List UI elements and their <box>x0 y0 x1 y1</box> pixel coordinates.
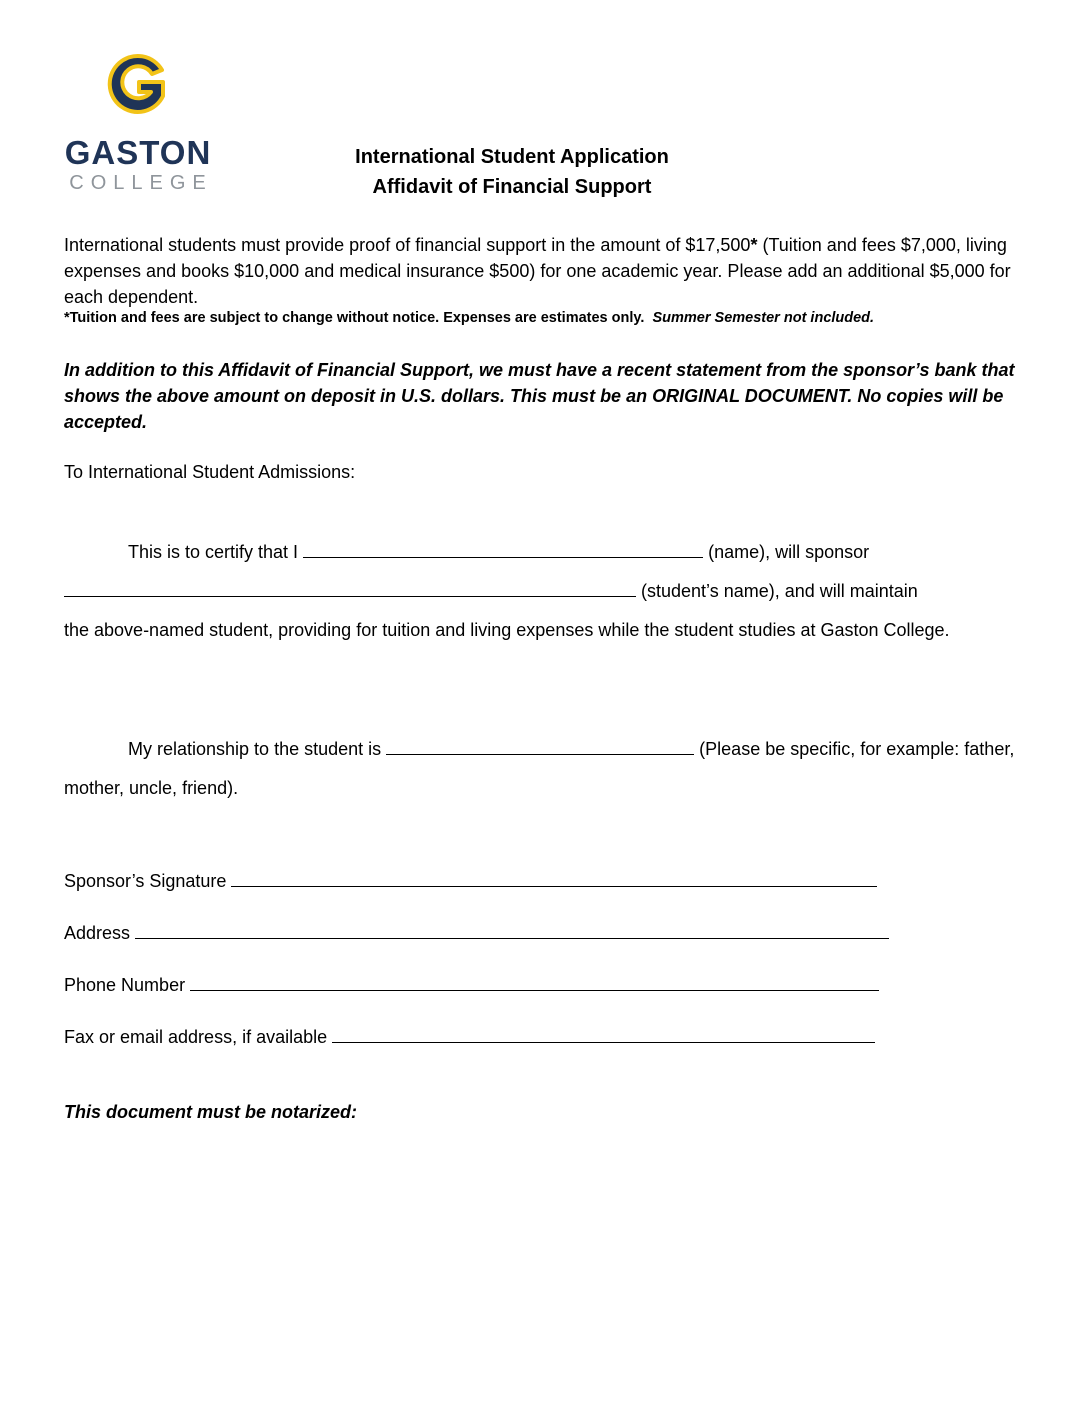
certify-text-d: the above-named student, providing for tuition and living expenses while the student studies at Gaston College. <box>64 620 950 640</box>
address-line[interactable] <box>135 920 889 939</box>
title-line-1: International Student Application <box>355 146 669 168</box>
title-line-2: Affidavit of Financial Support <box>372 176 652 198</box>
certify-text-b: (name), will sponsor <box>708 542 870 562</box>
student-name-blank[interactable] <box>64 580 636 597</box>
logo-wordmark-college: COLLEGE <box>69 172 213 194</box>
document-title <box>260 142 764 202</box>
note-text: *Tuition and fees are subject to change without notice. Expenses are estimates only. <box>64 310 645 326</box>
intro-text-a: International students must provide proof of financial support in the amount of $17,500 <box>64 235 751 255</box>
intro-text-b: (Tuition and fees $7,000, living expenses and books $10,000 and medical insurance $500) for one academic year. Please add an additional $5,000 for each dependent. <box>64 235 1011 307</box>
certify-paragraph <box>64 533 1024 650</box>
signature-label: Sponsor’s Signature <box>64 871 227 891</box>
phone-label: Phone Number <box>64 975 186 995</box>
fax-email-field <box>64 1024 875 1050</box>
relationship-text-b: (Please be specific, for example: father, mother, uncle, friend). <box>64 739 1015 798</box>
salutation: To International Student Admissions: <box>64 462 356 482</box>
note-italic: Summer Semester not included. <box>652 310 875 326</box>
certify-text-c: (student’s name), and will maintain <box>641 581 918 601</box>
phone-field <box>64 972 879 998</box>
relationship-blank[interactable] <box>386 738 694 755</box>
bank-statement-warning: In addition to this Affidavit of Financial Support, we must have a recent statement from the sponsor’s bank that shows the above amount on deposit in U.S. dollars. This must be an ORIGINAL DOCUMENT. No copies will be accepted. <box>64 360 1015 432</box>
notarize-notice: This document must be notarized: <box>64 1102 358 1122</box>
g-letter-icon <box>106 52 168 118</box>
intro-asterisk: * <box>750 235 758 255</box>
phone-line[interactable] <box>190 972 879 991</box>
relationship-paragraph <box>64 730 1024 808</box>
sponsor-name-blank[interactable] <box>303 541 703 558</box>
intro-paragraph <box>64 232 1024 310</box>
relationship-text-a: My relationship to the student is <box>128 739 382 759</box>
signature-field <box>64 868 877 894</box>
certify-text-a: This is to certify that I <box>128 542 299 562</box>
fax-email-label: Fax or email address, if available <box>64 1027 328 1047</box>
tuition-note <box>64 310 1024 326</box>
gaston-college-logo <box>60 52 220 197</box>
address-field <box>64 920 889 946</box>
signature-line[interactable] <box>231 868 877 887</box>
address-label: Address <box>64 923 131 943</box>
fax-email-line[interactable] <box>332 1024 875 1043</box>
logo-wordmark-gaston: GASTON <box>64 134 212 171</box>
